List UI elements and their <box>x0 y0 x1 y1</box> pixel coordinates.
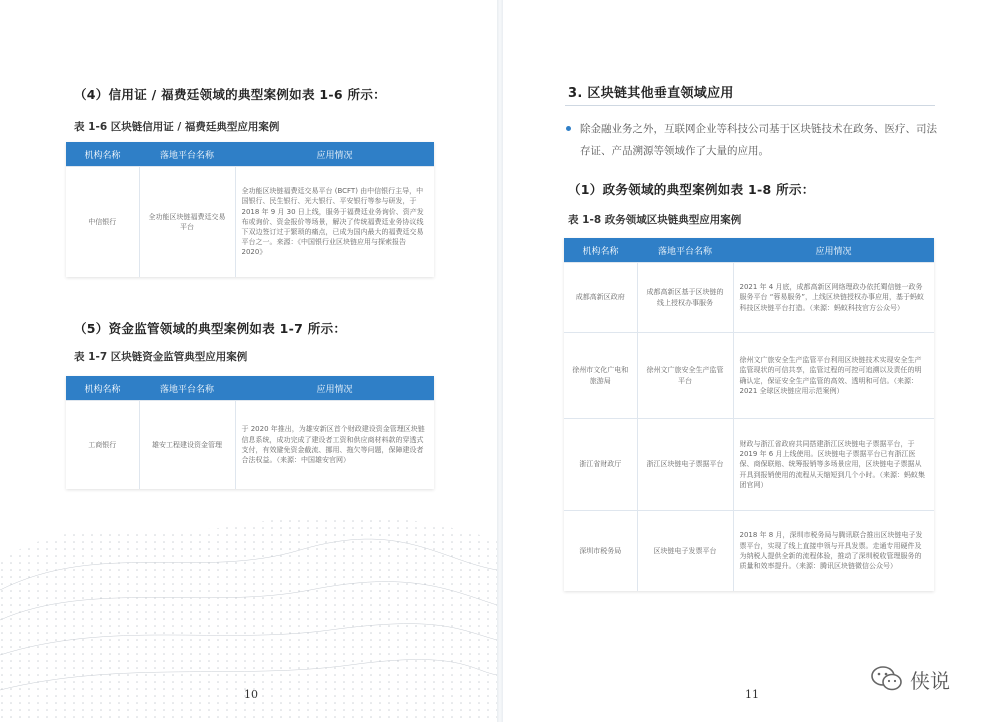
application-cell: 财政与浙江省政府共同搭建浙江区块链电子票据平台，于 2019 年 6 月上线使用。区块链电子票据平台已有浙江医保、商保联赔、统筹报销等多场景应用，区块链电子票据从开具到报销使用的流程从天缩短到几个小时。（来源：蚂蚁集团官网） <box>733 419 934 511</box>
application-cell: 2021 年 4 月底，成都高新区网络理政办依托蜀信链一政务服务平台 “蓉易服务”，上线区块链授权办事应用，基于蚂蚁科技区块链平台打造。（来源：蚂蚁科技官方公众号） <box>733 263 934 333</box>
application-cell: 于 2020 年推出，为雄安新区首个财政建设资金管理区块链信息系统，成功完成了建设者工资和供应商材料款的穿透式支付，有效避免资金截流、挪用、拖欠等问题，保障建设者合法权益。（来源：中国雄安官网） <box>235 401 434 489</box>
institution-cell: 徐州市文化广电和旅游局 <box>564 333 637 419</box>
table-row <box>66 167 434 277</box>
institution-cell: 中信银行 <box>66 167 139 277</box>
column-header: 机构名称 <box>66 376 139 401</box>
section-divider <box>565 105 935 106</box>
table-header-row <box>564 238 934 263</box>
table-1-7 <box>66 376 434 489</box>
application-cell: 2018 年 8 月，深圳市税务局与腾讯联合推出区块链电子发票平台，实现了线上直接申领与开具发票。走通专用硬件及为纳税人提供全新的流程体验，推动了深圳税收管理服务的质量和效率提升。（来源：腾讯区块链微信公众号） <box>733 511 934 591</box>
platform-cell: 徐州文广旅安全生产监管平台 <box>637 333 733 419</box>
column-header: 应用情况 <box>733 238 934 263</box>
source-watermark <box>870 664 950 694</box>
platform-cell: 雄安工程建设资金管理 <box>139 401 235 489</box>
platform-cell: 区块链电子发票平台 <box>637 511 733 591</box>
column-header: 落地平台名称 <box>139 376 235 401</box>
table-row <box>66 401 434 489</box>
application-cell: 徐州文广旅安全生产监管平台利用区块链技术实现安全生产监管现状的可信共享，监管过程的可控可追溯以及责任的明确认定，保证安全生产监管的高效、透明和可信。（来源：2021 全球区块链应用示范案例） <box>733 333 934 419</box>
table-1-8 <box>564 238 934 591</box>
page-number: 10 <box>244 688 258 701</box>
table-row <box>564 263 934 333</box>
table-row <box>564 419 934 511</box>
platform-cell: 浙江区块链电子票据平台 <box>637 419 733 511</box>
column-header: 机构名称 <box>564 238 637 263</box>
watermark-text: 侠说 <box>910 668 950 693</box>
table-header-row <box>66 142 434 167</box>
column-header: 落地平台名称 <box>139 142 235 167</box>
wechat-icon <box>870 664 904 694</box>
bullet-icon <box>566 126 571 131</box>
table-row <box>564 511 934 591</box>
decorative-mesh-graphic <box>0 470 497 722</box>
institution-cell: 深圳市税务局 <box>564 511 637 591</box>
table-1-6 <box>66 142 434 277</box>
table-1-6-caption: 表 1-6 区块链信用证 / 福费廷典型应用案例 <box>74 121 280 133</box>
institution-cell: 浙江省财政厅 <box>564 419 637 511</box>
institution-cell: 成都高新区政府 <box>564 263 637 333</box>
table-1-7-caption: 表 1-7 区块链资金监管典型应用案例 <box>74 351 248 363</box>
column-header: 应用情况 <box>235 376 434 401</box>
section-heading-fund-supervision: （5）资金监管领域的典型案例如表 1-7 所示： <box>74 321 347 336</box>
section-heading-government: （1）政务领域的典型案例如表 1-8 所示： <box>568 182 815 197</box>
intro-paragraph: 除金融业务之外，互联网企业等科技公司基于区块链技术在政务、医疗、司法存证、产品溯源等领域作了大量的应用。 <box>580 123 937 158</box>
platform-cell: 全功能区块链福费廷交易平台 <box>139 167 235 277</box>
left-page <box>0 0 497 722</box>
section-title: 3. 区块链其他垂直领域应用 <box>568 86 734 101</box>
table-1-8-caption: 表 1-8 政务领域区块链典型应用案例 <box>568 214 742 226</box>
table-row <box>564 333 934 419</box>
table-header-row <box>66 376 434 401</box>
application-cell: 全功能区块链福费廷交易平台 (BCFT) 由中信银行主导，中国银行、民生银行、光大银行、平安银行等参与研发，于 2018 年 9 月 30 日上线，服务于福费廷业务询价、资产发布或询价、资金报价等场景，解决了传统福费廷业务协议线下双边签订过于繁琐的痛点，已成为国内最大的福费廷交易平台之一。来源：《中国银行业区块链应用与探索报告 2020》 <box>235 167 434 277</box>
column-header: 应用情况 <box>235 142 434 167</box>
column-header: 机构名称 <box>66 142 139 167</box>
platform-cell: 成都高新区基于区块链的线上授权办事服务 <box>637 263 733 333</box>
section-heading-credit: （4）信用证 / 福费廷领域的典型案例如表 1-6 所示： <box>74 87 386 102</box>
page-number: 11 <box>745 688 759 701</box>
institution-cell: 工商银行 <box>66 401 139 489</box>
column-header: 落地平台名称 <box>637 238 733 263</box>
